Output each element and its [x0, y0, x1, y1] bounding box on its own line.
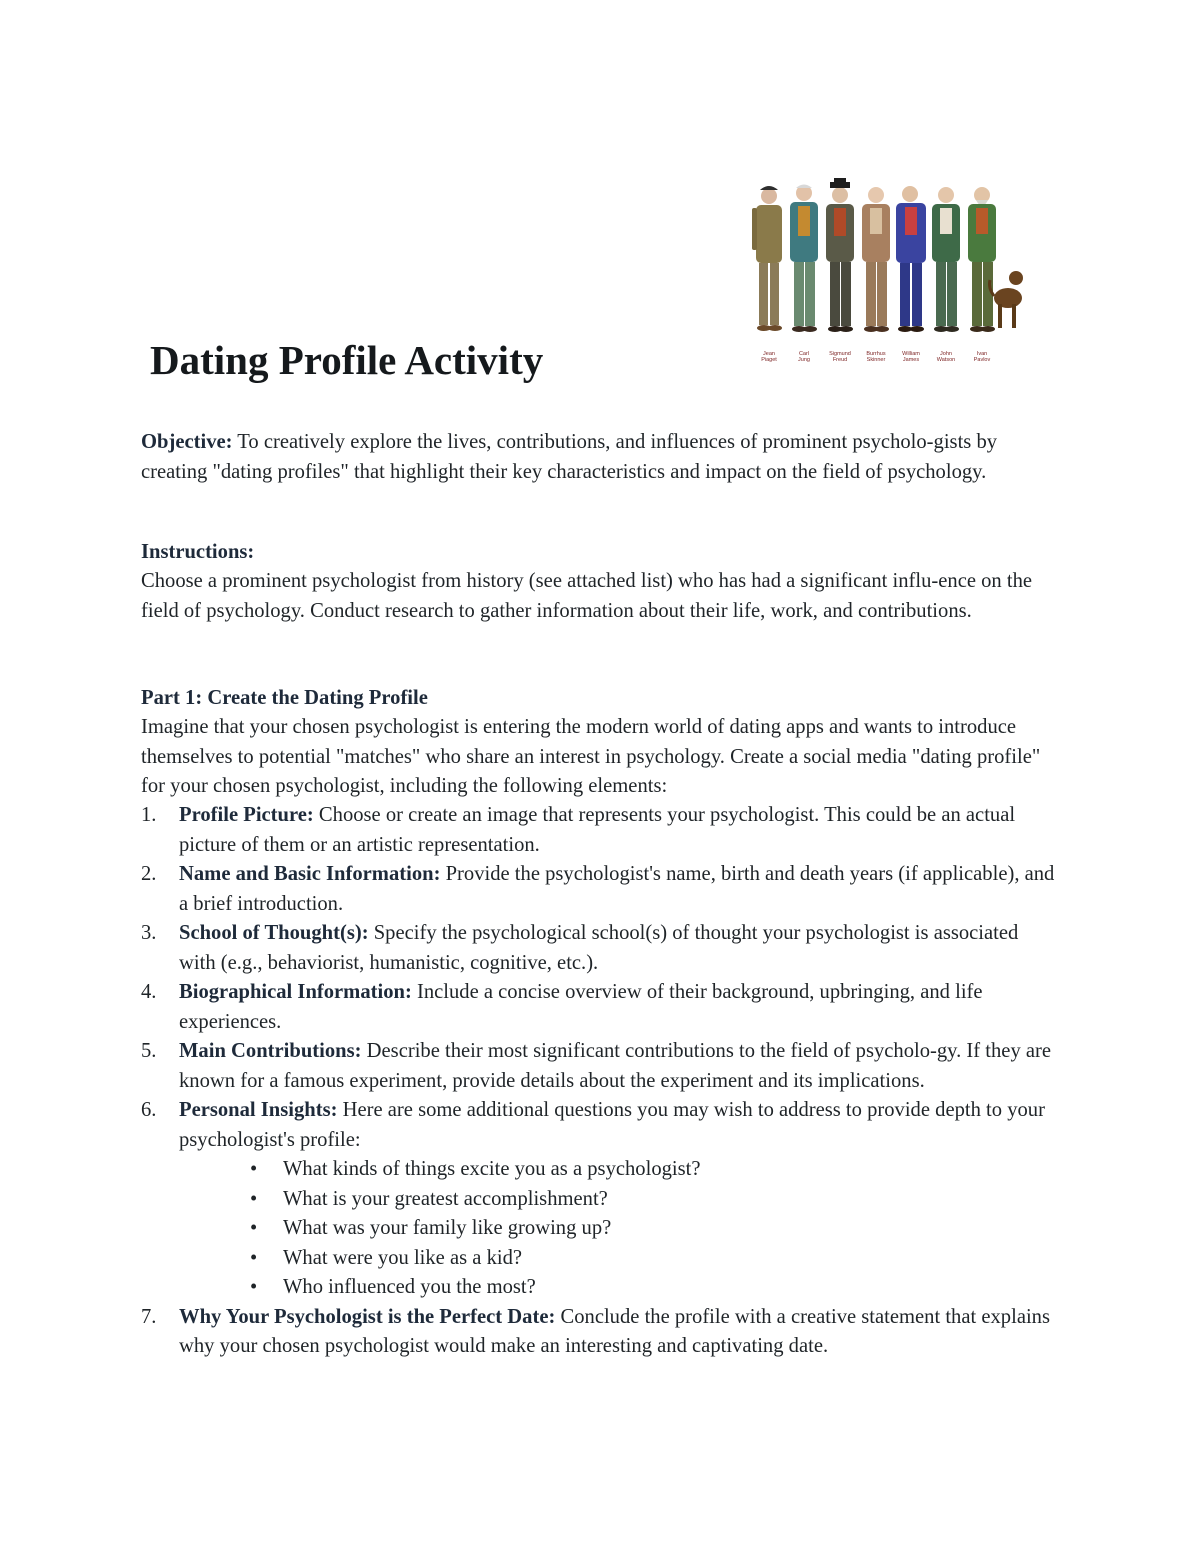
- element-text: Include a concise overview of their background, upbringing, and life experiences.: [179, 981, 983, 1033]
- list-number: 7.: [141, 1305, 157, 1328]
- instructions-label: Instructions:: [141, 541, 255, 563]
- list-number: 5.: [141, 1040, 157, 1062]
- psychologists-illustration: [740, 178, 1030, 373]
- question-item: [179, 1155, 1059, 1185]
- bullet-icon: •: [250, 1276, 258, 1298]
- objective-text: To creatively explore the lives, contributions, and influences of prominent psycholo-gists by creating "dating profiles" that highlight their key characteristics and impact on the field of psychology.: [141, 431, 998, 483]
- caption-freud: Sigmund Freud: [829, 351, 851, 363]
- question-text: What is your greatest accomplishment?: [283, 1187, 608, 1210]
- figure-freud: [826, 178, 854, 332]
- question-item: [179, 1273, 1059, 1303]
- part1-heading-block: [141, 684, 1059, 714]
- bullet-icon: •: [250, 1187, 258, 1210]
- part1-intro-block: [141, 713, 1059, 802]
- illustration-captions: [740, 351, 1030, 373]
- element-label: School of Thought(s):: [179, 922, 369, 944]
- list-item: [141, 919, 1059, 978]
- instructions-text: Choose a prominent psychologist from history (see attached list) who has had a significant influ-ence on the field of psychology. Conduct research to gather information about their life, work, and contributions.: [141, 570, 1033, 622]
- element-text: Here are some additional questions you may wish to address to provide depth to your psychologist's profile:: [179, 1099, 1045, 1151]
- profile-elements-list: [141, 801, 1059, 1362]
- list-item: [141, 860, 1059, 919]
- figure-watson: [932, 187, 960, 332]
- list-number: 2.: [141, 863, 157, 885]
- objective-paragraph: [141, 428, 1059, 487]
- element-text: Describe their most significant contributions to the field of psycholo-gy. If they are known for a famous experiment, provide details about the experiment and its implications.: [179, 1040, 1052, 1092]
- page-title: Dating Profile Activity: [150, 337, 544, 383]
- part1-intro: Imagine that your chosen psychologist is entering the modern world of dating apps and wants to introduce themselves to potential "matches" who share an interest in psychology. Create a social media "dating profile" for your chosen psychologist, including the following elements:: [141, 716, 1041, 797]
- element-text: Provide the psychologist's name, birth and death years (if applicable), and a brief introduction.: [179, 863, 1055, 915]
- caption-jung: Carl Jung: [798, 351, 810, 363]
- figure-skinner: [862, 187, 890, 332]
- dog-figure: [990, 271, 1024, 328]
- element-label: Name and Basic Information:: [179, 863, 441, 885]
- question-item: [179, 1214, 1059, 1244]
- list-number: 3.: [141, 922, 157, 944]
- element-label: Personal Insights:: [179, 1099, 338, 1121]
- instructions-heading: [141, 538, 1059, 568]
- question-item: [179, 1185, 1059, 1215]
- element-label: Why Your Psychologist is the Perfect Date:: [179, 1305, 556, 1328]
- question-item: [179, 1244, 1059, 1274]
- element-label: Main Contributions:: [179, 1040, 362, 1062]
- objective-label: Objective:: [141, 431, 233, 453]
- list-number: 6.: [141, 1099, 157, 1121]
- question-text: What kinds of things excite you as a psychologist?: [283, 1158, 701, 1180]
- element-text: Conclude the profile with a creative statement that explains why your chosen psychologist would make an interesting and captivating date.: [179, 1305, 1050, 1357]
- part1-heading: Part 1: Create the Dating Profile: [141, 687, 428, 709]
- figure-pavlov: [968, 187, 996, 332]
- figure-piaget: [752, 186, 782, 331]
- bullet-icon: •: [250, 1217, 258, 1239]
- bullet-icon: •: [250, 1158, 258, 1180]
- question-text: What was your family like growing up?: [283, 1217, 612, 1239]
- question-text: What were you like as a kid?: [283, 1246, 523, 1269]
- list-item: [141, 1037, 1059, 1096]
- element-label: Profile Picture:: [179, 804, 314, 826]
- figure-james: [896, 186, 926, 332]
- list-number: 4.: [141, 981, 157, 1003]
- list-item: [141, 1096, 1059, 1303]
- element-text: Specify the psychological school(s) of thought your psychologist is associated with (e.g., behaviorist, humanistic, cognitive, etc.).: [179, 922, 1019, 974]
- element-label: Biographical Information:: [179, 981, 412, 1003]
- caption-james: William James: [902, 351, 920, 363]
- figure-jung: [790, 185, 818, 333]
- caption-piaget: Jean Piaget: [761, 351, 777, 363]
- personal-insights-questions: [179, 1155, 1059, 1303]
- list-item: [141, 978, 1059, 1037]
- caption-skinner: Burrhus Skinner: [866, 351, 886, 363]
- instructions-paragraph: [141, 567, 1059, 626]
- question-text: Who influenced you the most?: [283, 1276, 536, 1298]
- list-item: [141, 1303, 1059, 1362]
- list-item: [141, 801, 1059, 860]
- caption-watson: John Watson: [936, 351, 956, 363]
- caption-pavlov: Ivan Pavlov: [973, 351, 991, 363]
- element-text: Choose or create an image that represents your psychologist. This could be an actual picture of them or an artistic representation.: [179, 804, 1016, 856]
- list-number: 1.: [141, 804, 157, 826]
- bullet-icon: •: [250, 1246, 258, 1269]
- psychologists-figures: [740, 178, 1030, 350]
